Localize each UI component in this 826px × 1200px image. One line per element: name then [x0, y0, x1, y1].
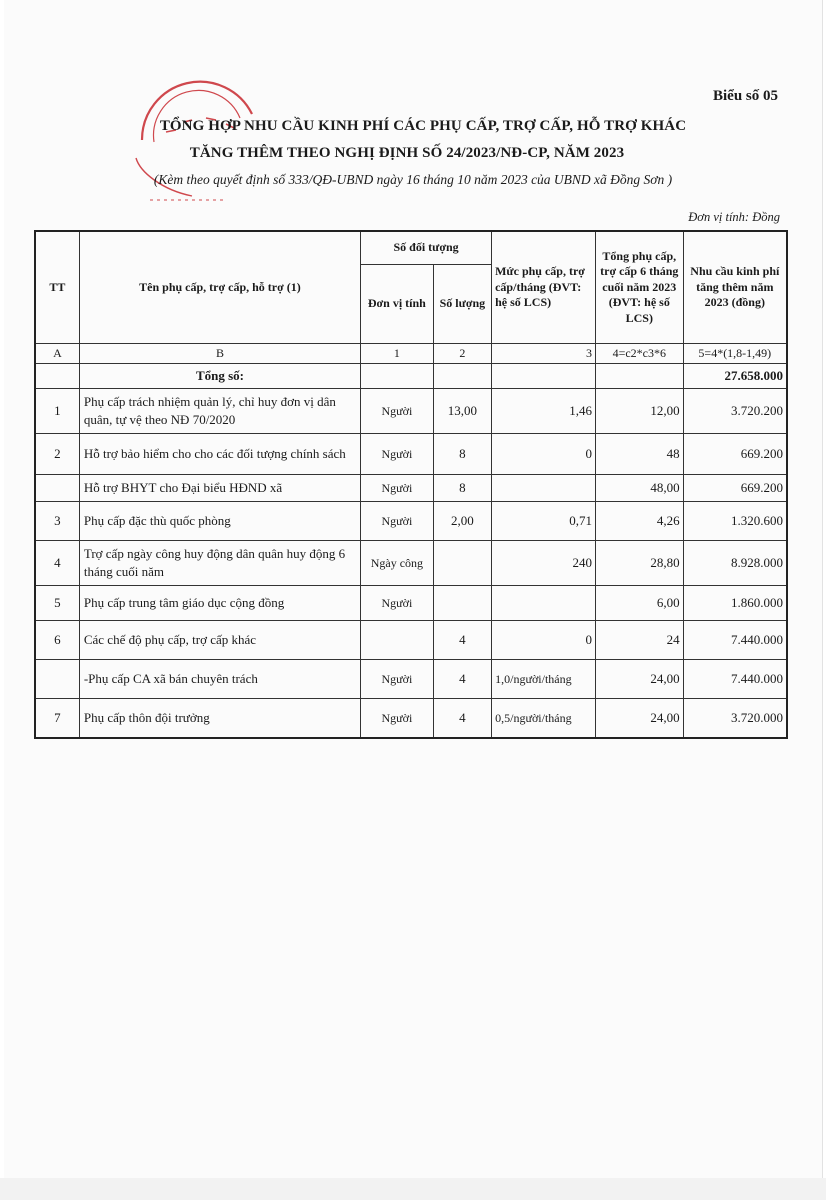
index-cell: 3 [492, 344, 596, 364]
rate-cell: 0 [492, 434, 596, 475]
funding-need-cell: 1.860.000 [683, 586, 787, 621]
index-cell: 4=c2*c3*6 [595, 344, 683, 364]
index-cell: A [35, 344, 79, 364]
allowance-name: -Phụ cấp CA xã bán chuyên trách [79, 660, 360, 699]
index-cell: 5=4*(1,8-1,49) [683, 344, 787, 364]
header-quantity: Số lượng [433, 265, 491, 344]
header-funding-need: Nhu cầu kinh phí tăng thêm năm 2023 (đồng) [683, 231, 787, 344]
total-6-months-cell: 6,00 [595, 586, 683, 621]
header-name: Tên phụ cấp, trợ cấp, hỗ trợ (1) [79, 231, 360, 344]
total-6-months-cell: 48 [595, 434, 683, 475]
bottom-margin [0, 1178, 826, 1200]
row-number: 3 [35, 502, 79, 541]
allowance-name: Phụ cấp trung tâm giáo dục cộng đồng [79, 586, 360, 621]
table-row [35, 434, 787, 475]
unit-cell: Người [361, 699, 434, 739]
funding-need-cell: 7.440.000 [683, 660, 787, 699]
unit-cell: Ngày công [361, 541, 434, 586]
total-6-months-cell: 4,26 [595, 502, 683, 541]
table-row [35, 699, 787, 739]
table-row [35, 586, 787, 621]
header-total-6-months: Tổng phụ cấp, trợ cấp 6 tháng cuối năm 2023 (ĐVT: hệ số LCS) [595, 231, 683, 344]
unit-cell: Người [361, 586, 434, 621]
quantity-cell: 4 [433, 621, 491, 660]
allowance-name: Phụ cấp thôn đội trưởng [79, 699, 360, 739]
rate-cell: 240 [492, 541, 596, 586]
quantity-cell: 13,00 [433, 389, 491, 434]
row-number [35, 660, 79, 699]
quantity-cell: 4 [433, 660, 491, 699]
index-row [35, 344, 787, 364]
allowance-name: Hỗ trợ bảo hiểm cho cho các đối tượng chính sách [79, 434, 360, 475]
total-6-months-cell: 28,80 [595, 541, 683, 586]
total-label: Tổng số: [79, 364, 360, 389]
allowance-name: Phụ cấp đặc thù quốc phòng [79, 502, 360, 541]
row-number: 5 [35, 586, 79, 621]
row-number: 1 [35, 389, 79, 434]
total-row [35, 364, 787, 389]
table-row [35, 660, 787, 699]
quantity-cell: 8 [433, 434, 491, 475]
total-6-months-cell: 24 [595, 621, 683, 660]
allowance-name: Phụ cấp trách nhiệm quản lý, chỉ huy đơn vị dân quân, tự vệ theo NĐ 70/2020 [79, 389, 360, 434]
row-number: 6 [35, 621, 79, 660]
total-6-months-cell: 24,00 [595, 660, 683, 699]
document-title-line-1: TỔNG HỢP NHU CẦU KINH PHÍ CÁC PHỤ CẤP, TRỢ CẤP, HỖ TRỢ KHÁC [159, 118, 687, 134]
red-seal-stamp [122, 62, 272, 212]
quantity-cell: 8 [433, 475, 491, 502]
allowance-name: Các chế độ phụ cấp, trợ cấp khác [79, 621, 360, 660]
quantity-cell [433, 586, 491, 621]
row-number: 2 [35, 434, 79, 475]
funding-need-cell: 3.720.200 [683, 389, 787, 434]
total-6-months-cell: 12,00 [595, 389, 683, 434]
funding-need-cell: 3.720.000 [683, 699, 787, 739]
table-row [35, 502, 787, 541]
total-6-months-cell: 24,00 [595, 699, 683, 739]
funding-need-cell: 1.320.600 [683, 502, 787, 541]
allowance-name: Hỗ trợ BHYT cho Đại biểu HĐND xã [79, 475, 360, 502]
rate-cell: 1,0/người/tháng [492, 660, 596, 699]
header-rate: Mức phụ cấp, trợ cấp/tháng (ĐVT: hệ số LCS) [492, 231, 596, 344]
header-beneficiaries: Số đối tượng [361, 231, 492, 265]
unit-cell: Người [361, 660, 434, 699]
total-value: 27.658.000 [683, 364, 787, 389]
rate-cell [492, 475, 596, 502]
table-row [35, 621, 787, 660]
funding-need-cell: 8.928.000 [683, 541, 787, 586]
rate-cell: 0,71 [492, 502, 596, 541]
table-row [35, 541, 787, 586]
funding-need-cell: 669.200 [683, 434, 787, 475]
form-number: Biểu số 05 [712, 88, 778, 104]
unit-cell: Người [361, 434, 434, 475]
unit-cell [361, 621, 434, 660]
unit-cell: Người [361, 475, 434, 502]
funding-need-cell: 7.440.000 [683, 621, 787, 660]
funding-need-cell: 669.200 [683, 475, 787, 502]
currency-unit-note: Đơn vị tính: Đồng [688, 210, 780, 224]
rate-cell: 1,46 [492, 389, 596, 434]
header-unit: Đơn vị tính [361, 265, 434, 344]
row-number: 4 [35, 541, 79, 586]
document-subtitle: (Kèm theo quyết định số 333/QĐ-UBND ngày 16 tháng 10 năm 2023 của UBND xã Đồng Sơn ) [153, 172, 673, 187]
quantity-cell: 4 [433, 699, 491, 739]
rate-cell: 0,5/người/tháng [492, 699, 596, 739]
index-cell: B [79, 344, 360, 364]
quantity-cell [433, 541, 491, 586]
index-cell: 1 [361, 344, 434, 364]
row-number [35, 475, 79, 502]
index-cell: 2 [433, 344, 491, 364]
unit-cell: Người [361, 389, 434, 434]
document-page [4, 0, 823, 1179]
row-number: 7 [35, 699, 79, 739]
quantity-cell: 2,00 [433, 502, 491, 541]
table-row [35, 475, 787, 502]
unit-cell: Người [361, 502, 434, 541]
document-title-line-2: TĂNG THÊM THEO NGHỊ ĐỊNH SỐ 24/2023/NĐ-CP, NĂM 2023 [189, 145, 625, 161]
header-tt: TT [35, 231, 79, 344]
rate-cell [492, 586, 596, 621]
table-row [35, 389, 787, 434]
allowance-table [34, 230, 788, 739]
total-6-months-cell: 48,00 [595, 475, 683, 502]
allowance-name: Trợ cấp ngày công huy động dân quân huy động 6 tháng cuối năm [79, 541, 360, 586]
rate-cell: 0 [492, 621, 596, 660]
